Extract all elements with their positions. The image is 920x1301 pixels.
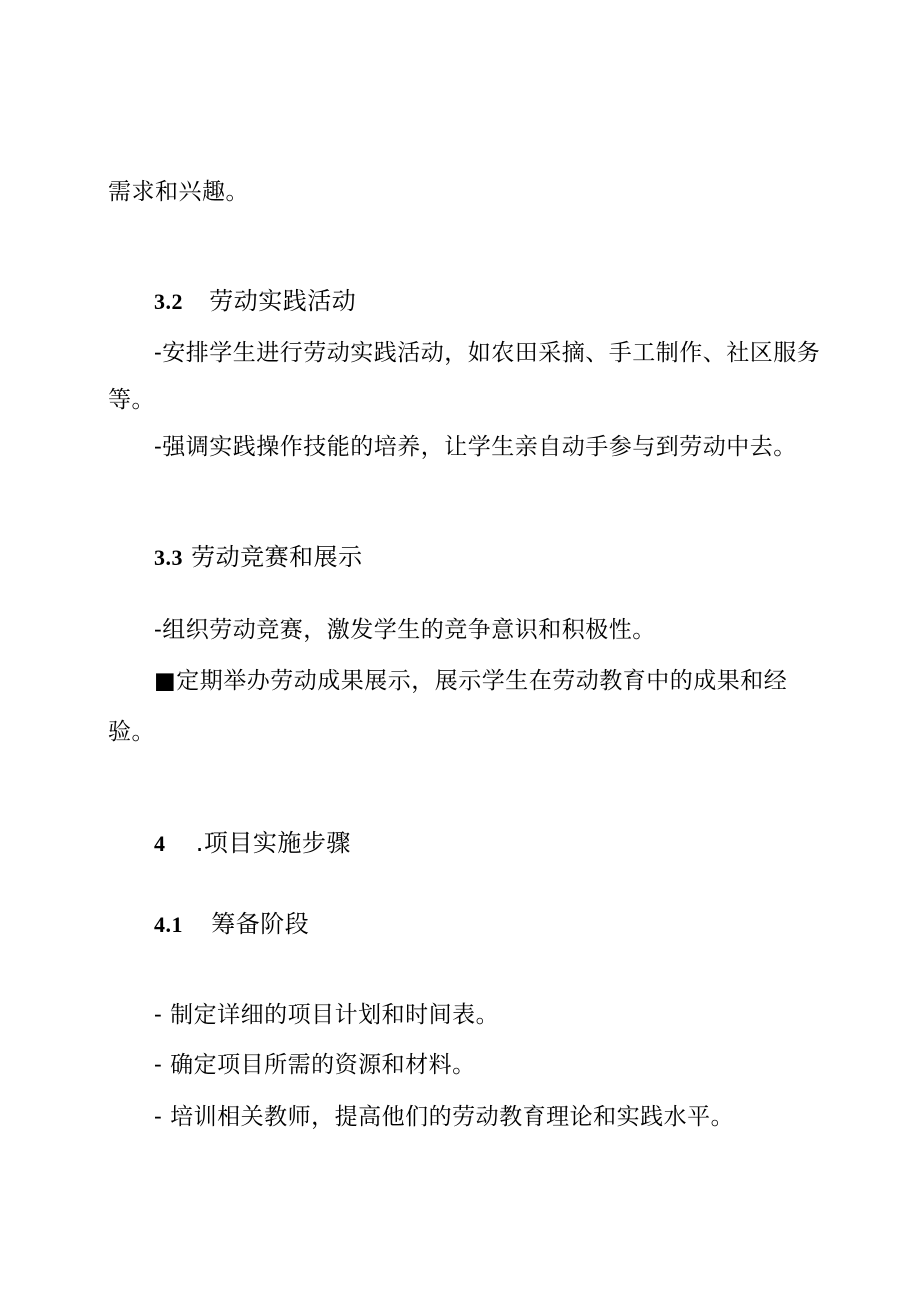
list-item: -安排学生进行劳动实践活动，如农田采摘、手工制作、社区服务 (154, 340, 821, 366)
section-4-number: 4 (154, 831, 166, 856)
list-item: - 制定详细的项目计划和时间表。 (154, 1002, 500, 1028)
list-item: -组织劳动竞赛，激发学生的竞争意识和积极性。 (154, 617, 656, 643)
section-4-1-title: 筹备阶段 (211, 910, 310, 938)
section-4-1-number: 4.1 (154, 912, 183, 937)
section-4-title: .项目实施步骤 (195, 829, 351, 857)
section-4-1-heading (154, 909, 309, 940)
list-item: - 培训相关教师，提高他们的劳动教育理论和实践水平。 (154, 1104, 735, 1130)
section-3-3-title: 劳动竞赛和展示 (191, 543, 363, 571)
list-item: ■定期举办劳动成果展示，展示学生在劳动教育中的成果和经 (154, 668, 788, 694)
section-3-2-title: 劳动实践活动 (209, 287, 357, 315)
continuation-text: 需求和兴趣。 (108, 179, 249, 205)
list-item-continuation: 等。 (108, 387, 155, 413)
section-3-2-number: 3.2 (154, 289, 183, 314)
section-3-2-heading (154, 286, 356, 317)
list-item: -强调实践操作技能的培养，让学生亲自动手参与到劳动中去。 (154, 434, 797, 460)
section-3-3-heading (154, 542, 363, 573)
section-4-heading (154, 828, 351, 859)
list-item-continuation: 验。 (108, 719, 155, 745)
list-item: - 确定项目所需的资源和材料。 (154, 1052, 476, 1078)
section-3-3-number: 3.3 (154, 545, 183, 570)
